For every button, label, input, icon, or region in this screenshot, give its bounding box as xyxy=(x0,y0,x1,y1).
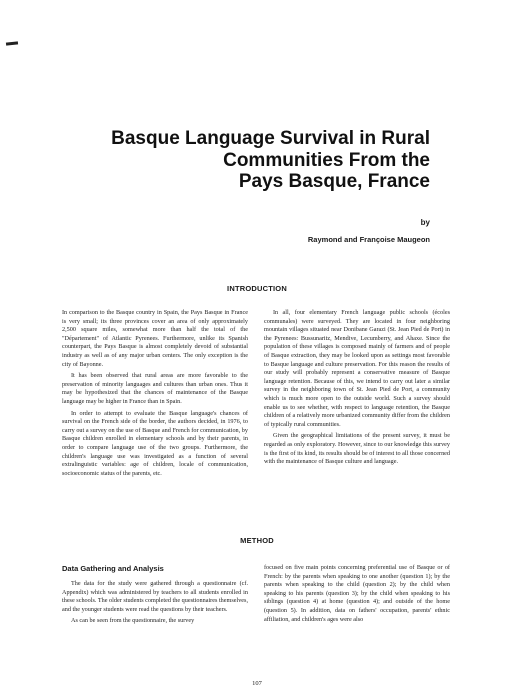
paragraph: The data for the study were gathered through a questionnaire (cf. Appendix) which was administered by teachers to all students enrolled in these schools. The older students completed the questionnaires themselves, and the younger students were read the questions by their teachers. xyxy=(62,580,248,613)
paragraph: As can be seen from the questionnaire, the survey xyxy=(71,617,195,625)
section-heading-method: METHOD xyxy=(240,536,274,545)
paragraph: In order to attempt to evaluate the Basque language's chances of survival on the French side of the border, the authors decided, in 1976, to carry out a survey on the use of Basque and French for communication, by Basque children enrolled in elementary schools and by their parents, in order to compare language use of the two groups. Furthermore, the children's language use was investigated as a function of several extralinguistic variables: age of children, locale of communication, socioeconomic status of the parents, etc. xyxy=(62,409,248,477)
authors: Raymond and Françoise Maugeon xyxy=(307,235,430,244)
paragraph: In comparison to the Basque country in Spain, the Pays Basque in France is very small; its three provinces cover an area of only approximately 2,500 square miles, somewhat more than half the total of the "Département" of Atlantic Pyrenees. Furthermore, unlike its Spanish counterpart, the Pays Basque is almost completely devoid of substantial industry as well as of any major urban centers. The only exception is the city of Bayonne. xyxy=(62,309,248,368)
paragraph: It has been observed that rural areas are more favorable to the preservation of minority languages and cultures than urban ones. Thus it may be hypothesized that the chances of maintenance of the Basque language may be higher in France than in Spain. xyxy=(62,372,248,405)
title-line-1: Basque Language Survival in Rural xyxy=(111,128,430,149)
paragraph: In all, four elementary French language public schools (écoles communales) were surveyed. They are located in four neighboring mountain villages situated near Donibane Garazi (St. Jean Pied de Port) in the Pyrenees: Bussunaritz, Mendive, Lecumberry, and Ahaxe. Since the population of these villages is composed mainly of farmers and of people of Basque extraction, they may be looked upon as settings most favorable to Basque language and culture preservation. For this reason the results of our study will probably represent a conservative measure of Basque language retention. Because of this, we intend to carry out later a similar survey in the neighboring town of St. Jean Pied de Port, a community which is much more open to the outside world. Such a survey should enable us to see whether, with respect to language retention, the Basque children of a relatively more urbanized community differ from the children of typically rural communities. xyxy=(264,309,450,428)
title-line-2: Communities From the xyxy=(223,149,430,171)
page-number: 107 xyxy=(252,680,262,687)
method-right-column xyxy=(264,564,450,627)
byline: by xyxy=(420,218,430,227)
intro-right-column xyxy=(264,309,450,470)
page-title xyxy=(111,128,430,193)
method-left-column xyxy=(62,580,248,629)
paragraph: focused on five main points concerning preferential use of Basque or of French: by the parents when speaking to one another (question 1); by the parents when speaking to the child (question 2); by the child when speaking to his parents (question 3); by the child when speaking to his siblings (question 4) at home (question 4); and outside of the home (question 5). In addition, data on fathers' occupation, parents' ethnic affiliation, and children's ages were also xyxy=(264,564,450,623)
scan-mark xyxy=(6,41,18,45)
intro-left-column xyxy=(62,309,248,481)
section-heading-introduction: INTRODUCTION xyxy=(227,284,287,293)
title-line-3: Pays Basque, France xyxy=(238,171,430,192)
subheading-data-gathering: Data Gathering and Analysis xyxy=(62,564,164,573)
paragraph: Given the geographical limitations of the present survey, it must be regarded as only exploratory. However, since to our knowledge this survey is the first of its kind, its results should be of interest to all those concerned with the maintenance of Basque culture and language. xyxy=(264,432,450,466)
